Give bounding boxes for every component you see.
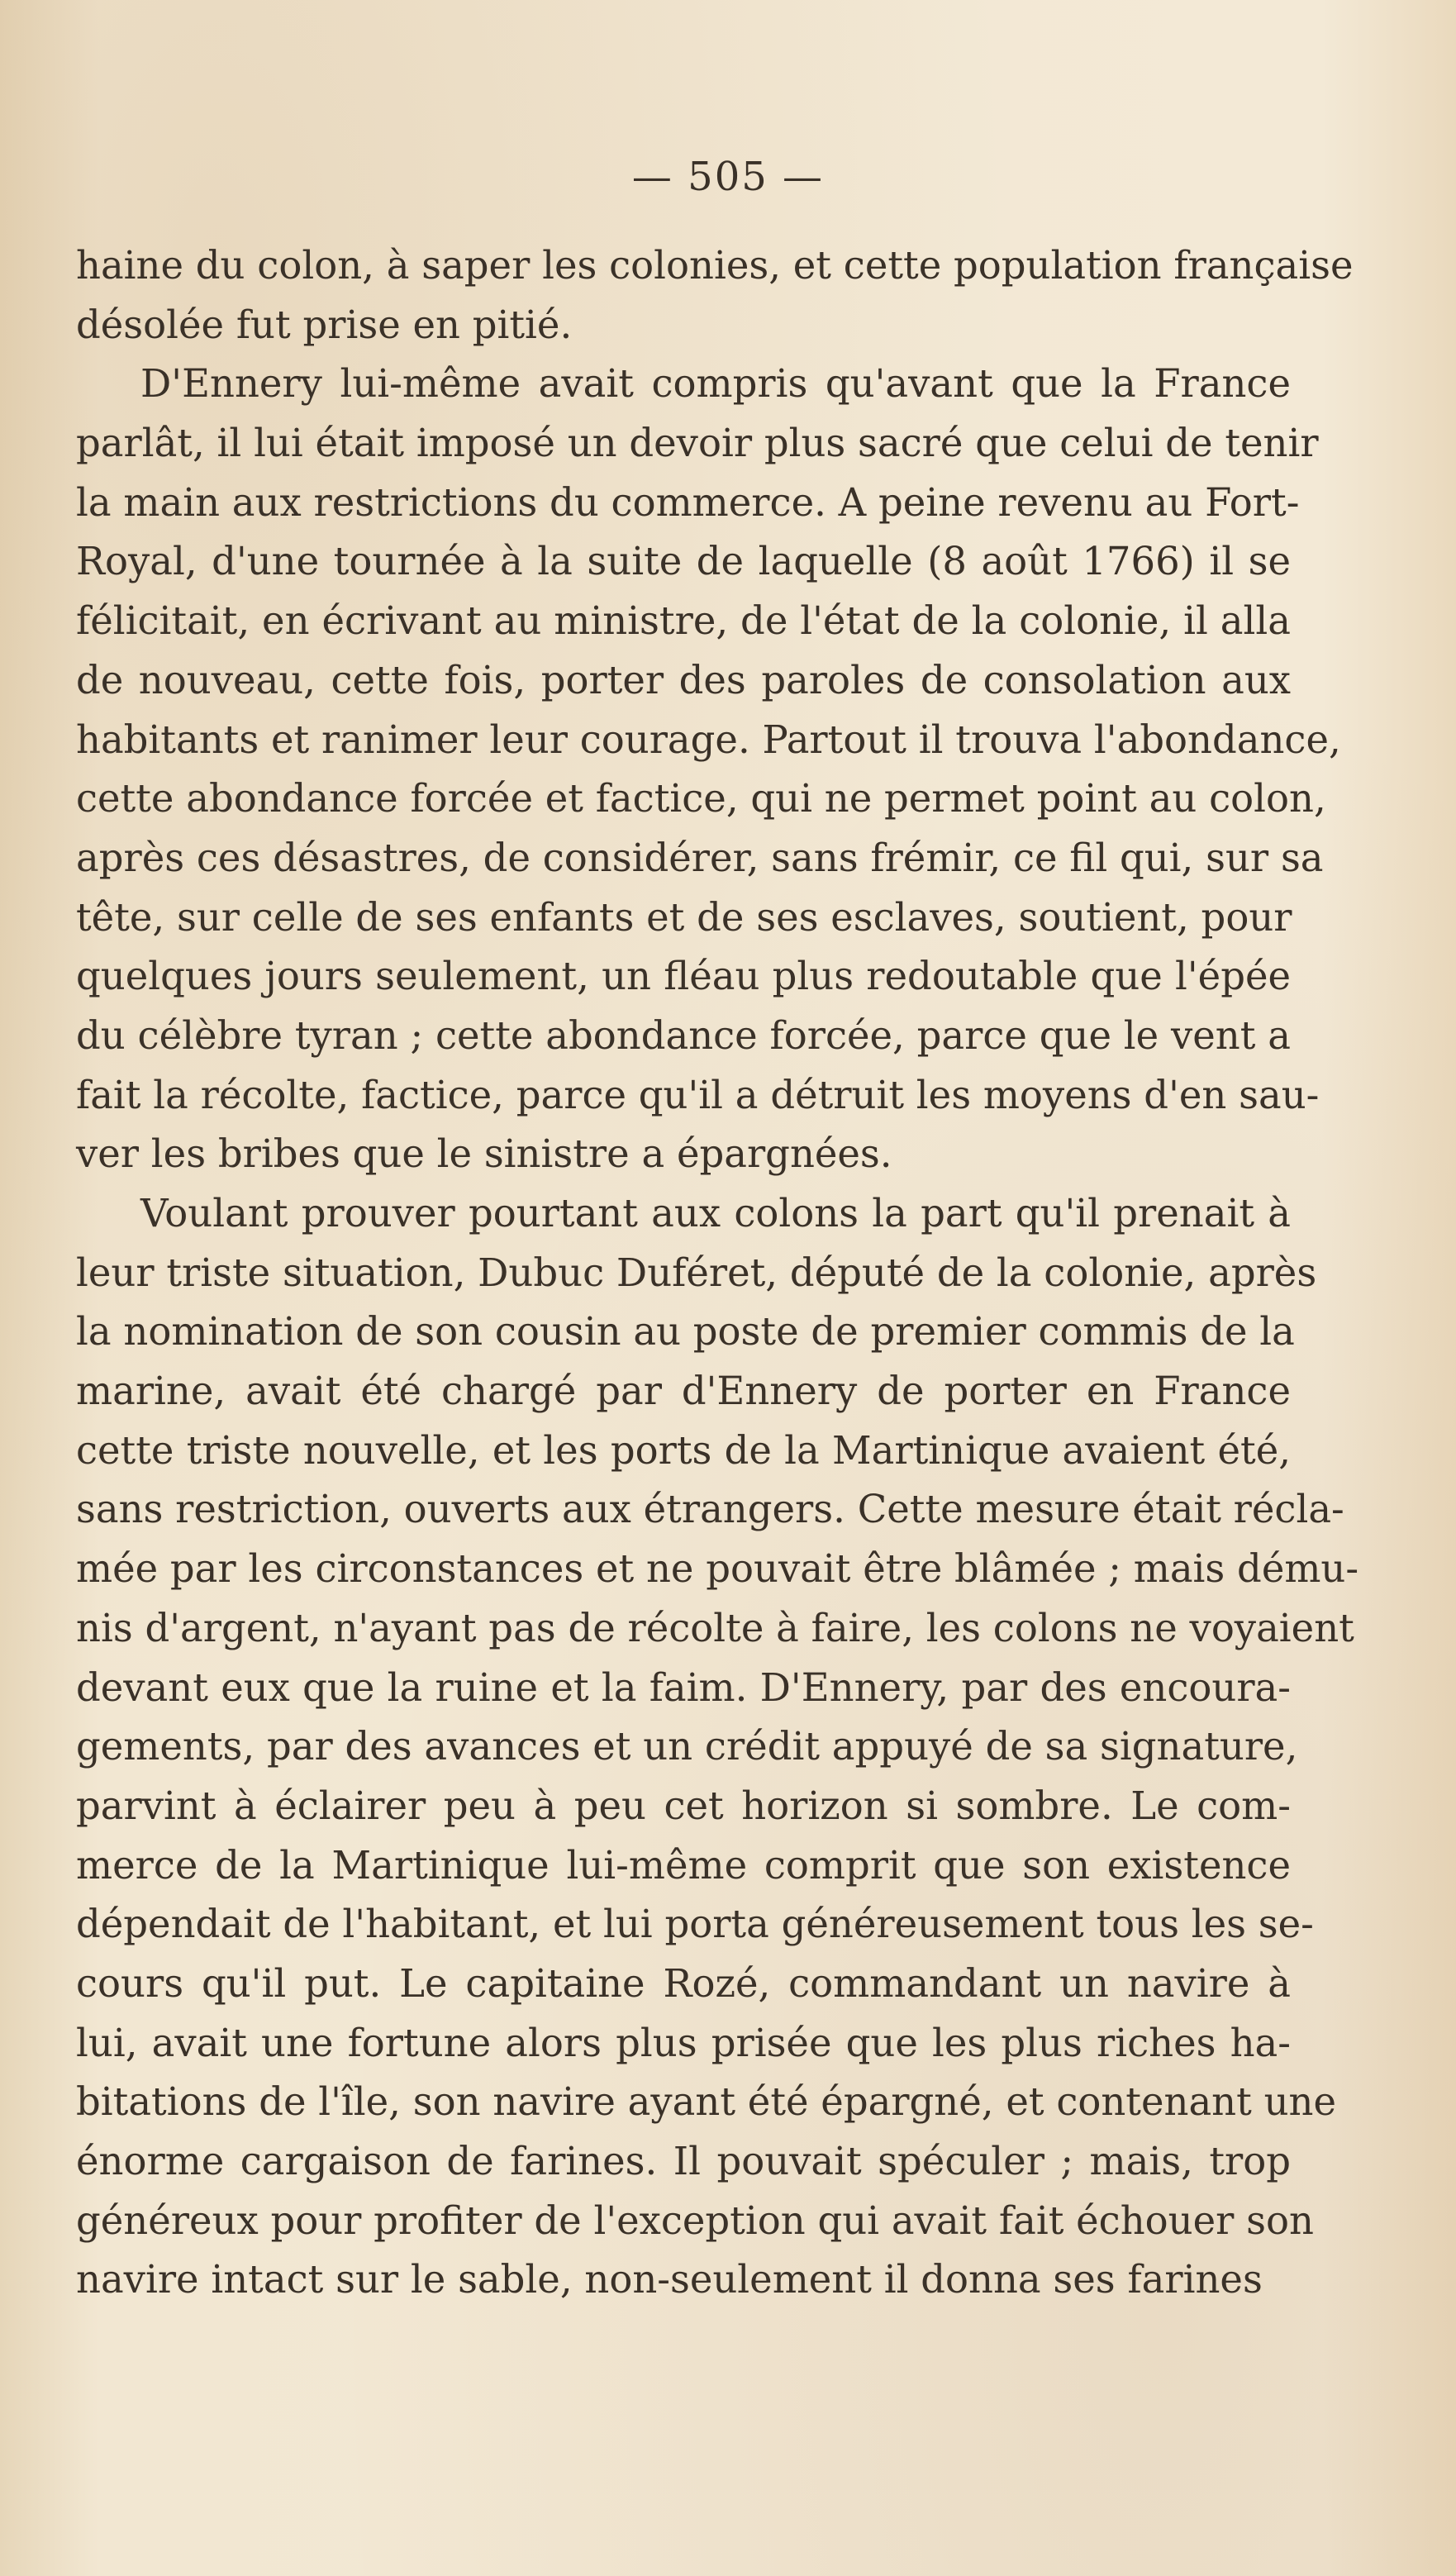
text-line: Royal, d'une tournée à la suite de laquelle (8 août 1766) il se xyxy=(76,539,1291,584)
body-text xyxy=(76,236,1359,2310)
text-line: quelques jours seulement, un fléau plus redoutable que l'épée xyxy=(76,954,1291,999)
page-number: — 505 — xyxy=(631,154,825,200)
text-line: cette abondance forcée et factice, qui ne permet point au colon, xyxy=(76,776,1326,821)
text-line: la main aux restrictions du commerce. A peine revenu au Fort- xyxy=(76,479,1300,525)
text-line: fait la récolte, factice, parce qu'il a détruit les moyens d'en sau- xyxy=(76,1072,1320,1117)
text-line: sans restriction, ouverts aux étrangers. Cette mesure était récla- xyxy=(76,1487,1344,1532)
text-line: lui, avait une fortune alors plus prisée que les plus riches ha- xyxy=(76,2020,1291,2065)
text-line: du célèbre tyran ; cette abondance forcée, parce que le vent a xyxy=(76,1012,1291,1058)
text-line: devant eux que la ruine et la faim. D'Ennery, par des encoura- xyxy=(76,1664,1291,1710)
text-line: ver les bribes que le sinistre a épargnées. xyxy=(76,1131,892,1177)
text-line: habitants et ranimer leur courage. Partout il trouva l'abondance, xyxy=(76,717,1341,762)
text-line: D'Ennery lui-même avait compris qu'avant que la France xyxy=(140,361,1291,407)
text-line: gements, par des avances et un crédit appuyé de sa signature, xyxy=(76,1724,1298,1769)
paragraph xyxy=(76,355,1341,1184)
text-line: félicitait, en écrivant au ministre, de l'état de la colonie, il alla xyxy=(76,598,1291,644)
text-line: merce de la Martinique lui-même comprit que son existence xyxy=(76,1842,1291,1888)
text-line: marine, avait été chargé par d'Ennery de porter en France xyxy=(76,1369,1291,1414)
text-line: nis d'argent, n'ayant pas de récolte à faire, les colons ne voyaient xyxy=(76,1605,1354,1650)
paragraph xyxy=(76,236,1354,355)
text-line: Voulant prouver pourtant aux colons la part qu'il prenait à xyxy=(140,1191,1291,1236)
text-line: parlât, il lui était imposé un devoir plus sacré que celui de tenir xyxy=(76,421,1319,466)
text-line: bitations de l'île, son navire ayant été épargné, et contenant une xyxy=(76,2079,1337,2125)
text-line: de nouveau, cette fois, porter des paroles de consolation aux xyxy=(76,657,1291,702)
text-line: tête, sur celle de ses enfants et de ses esclaves, soutient, pour xyxy=(76,894,1292,940)
text-line: la nomination de son cousin au poste de premier commis de la xyxy=(76,1309,1295,1355)
text-line: énorme cargaison de farines. Il pouvait spéculer ; mais, trop xyxy=(76,2139,1291,2183)
text-line: navire intact sur le sable, non-seulement il donna ses farines xyxy=(76,2257,1263,2302)
text-line: désolée fut prise en pitié. xyxy=(76,302,573,347)
text-line: dépendait de l'habitant, et lui porta généreusement tous les se- xyxy=(76,1902,1314,1947)
text-line: haine du colon, à saper les colonies, et cette population française xyxy=(76,243,1354,288)
text-line: cours qu'il put. Le capitaine Rozé, commandant un navire à xyxy=(76,1960,1291,2006)
text-line: généreux pour profiter de l'exception qui avait fait échouer son xyxy=(76,2197,1314,2243)
text-line: parvint à éclairer peu à peu cet horizon si sombre. Le com- xyxy=(76,1783,1291,1828)
paragraph xyxy=(76,1184,1359,2310)
text-line: cette triste nouvelle, et les ports de la Martinique avaient été, xyxy=(76,1427,1291,1473)
text-line: après ces désastres, de considérer, sans frémir, ce fil qui, sur sa xyxy=(76,835,1324,880)
text-line: leur triste situation, Dubuc Duféret, député de la colonie, après xyxy=(76,1250,1317,1295)
text-line: mée par les circonstances et ne pouvait être blâmée ; mais dému- xyxy=(76,1546,1359,1592)
